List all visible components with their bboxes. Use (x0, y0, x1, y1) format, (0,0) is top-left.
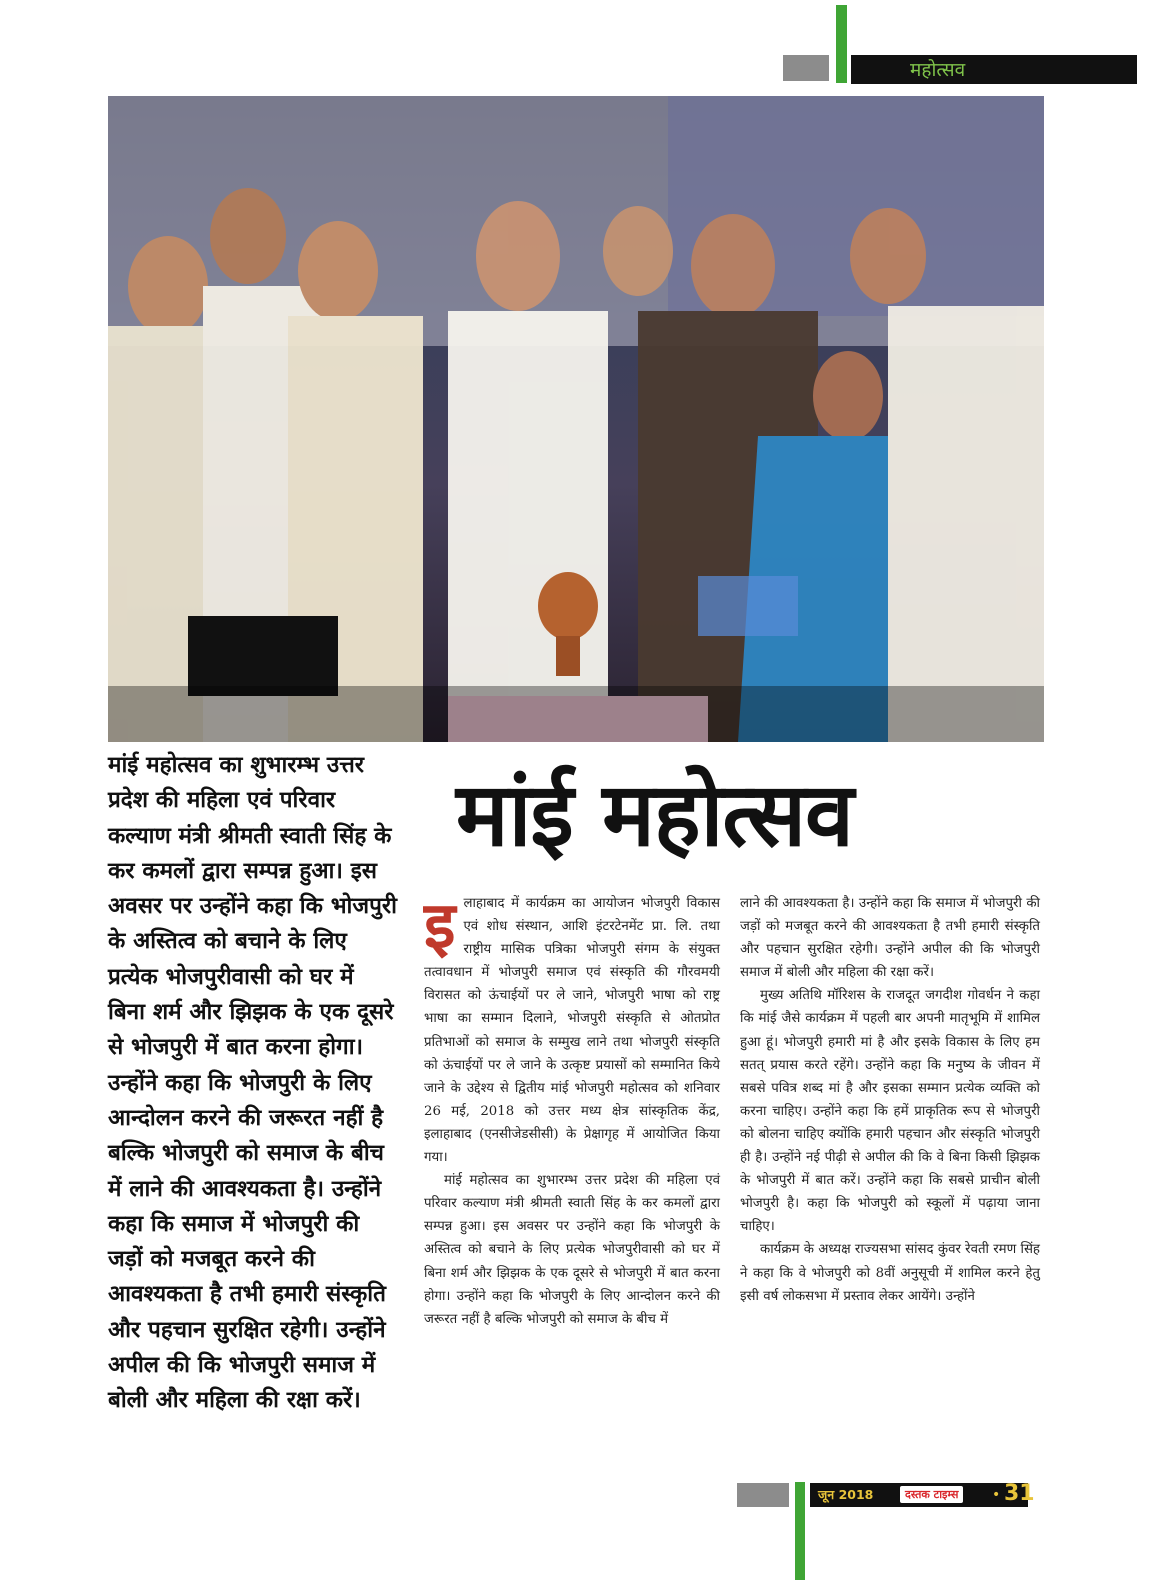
pull-quote: मांई महोत्सव का शुभारम्भ उत्तर प्रदेश की महिला एवं परिवार कल्याण मंत्री श्रीमती स्वाती सिंह के कर कमलों द्वारा सम्पन्न हुआ। इस अवसर पर उन्होंने कहा कि भोजपुरी के अस्तित्व को बचाने के लिए प्रत्येक भोजपुरीवासी को घर में बिना शर्म और झिझक के एक दूसरे से भोजपुरी में बात करना होगा। उन्होंने कहा कि भोजपुरी के लिए आन्दोलन करने की जरूरत नहीं है बल्कि भोजपुरी को समाज के बीच में लाने की आवश्यकता है। उन्होंने कहा कि समाज में भोजपुरी की जड़ों को मजबूत करने की आवश्यकता है तभी हमारी संस्कृति और पहचान सुरक्षित रहेगी। उन्होंने अपील की कि भोजपुरी समाज में बोली और महिला की रक्षा करें। (108, 752, 397, 1414)
article-paragraph-text: लाहाबाद में कार्यक्रम का आयोजन भोजपुरी विकास एवं शोध संस्थान, आशि इंटरटेनमेंट प्रा. लि. तथा राष्ट्रीय मासिक पत्रिका भोजपुरी संगम के संयुक्त तत्वावधान में भोजपुरी समाज एवं संस्कृति की गौरवमयी विरासत को ऊंचाईयों पर ले जाने, भोजपुरी भाषा को राष्ट्र भाषा का सम्मान दिलाने, भोजपुरी संस्कृति से ओतप्रोत प्रतिभाओं को समाज के सम्मुख लाने तथा भोजपुरी संस्कृति को ऊंचाईयों पर ले जाने के उत्कृष्ट प्रयासों को सम्मानित किये जाने के उद्देश्य से द्वितीय मांई भोजपुरी महोत्सव को शनिवार 26 मई, 2018 को उत्तर मध्य क्षेत्र सांस्कृतिक केंद्र, इलाहाबाद (एनसीजेडसीसी) के प्रेक्षागृह में आयोजित किया गया। (424, 896, 720, 1166)
article-column-1 (424, 889, 720, 1331)
article-paragraph: लाने की आवश्यकता है। उन्होंने कहा कि समाज में भोजपुरी की जड़ों को मजबूत करने की आवश्यकता है तभी हमारी संस्कृति और पहचान सुरक्षित रहेगी। उन्होंने अपील की कि भोजपुरी समाज में बोली और महिला की रक्षा करें। (740, 896, 1040, 981)
footer-accent-bar (795, 1482, 805, 1580)
article-column-2 (740, 892, 1040, 1308)
headline: मांई महोत्सव (456, 763, 853, 866)
article-paragraph: कार्यक्रम के अध्यक्ष राज्यसभा सांसद कुंवर रेवती रमण सिंह ने कहा कि वे भोजपुरी को 8वीं अनुसूची में शामिल करने हेतु इसी वर्ष लोकसभा में प्रस्ताव लेकर आयेंगे। उन्होंने (740, 1242, 1040, 1304)
footer-date: जून 2018 (818, 1487, 874, 1502)
footer-grey-block (737, 1483, 789, 1507)
section-tab (851, 55, 1137, 84)
event-photo-illustration (108, 96, 1044, 742)
event-photo (108, 96, 1044, 742)
header-grey-block (783, 55, 829, 81)
article-paragraph: मांई महोत्सव का शुभारम्भ उत्तर प्रदेश की महिला एवं परिवार कल्याण मंत्री श्रीमती स्वाती सिंह के कर कमलों द्वारा सम्पन्न हुआ। इस अवसर पर उन्होंने कहा कि भोजपुरी के अस्तित्व को बचाने के लिए प्रत्येक भोजपुरीवासी को घर में बिना शर्म और झिझक के एक दूसरे से भोजपुरी में बात करना होगा। उन्होंने कहा कि भोजपुरी के लिए आन्दोलन करने की जरूरत नहीं है बल्कि भोजपुरी को समाज के बीच में (424, 1173, 720, 1327)
article-paragraph: मुख्य अतिथि मॉरिशस के राजदूत जगदीश गोवर्धन ने कहा कि मांई जैसे कार्यक्रम में पहली बार अपनी मातृभूमि में शामिल हुआ हूं। भोजपुरी हमारी मां है और इसके विकास के लिए हम सतत् प्रयास करते रहेंगे। उन्होंने कहा कि मनुष्य के जीवन में सबसे पवित्र शब्द मां है और इसका सम्मान प्रत्येक व्यक्ति को करना चाहिए। उन्होंने कहा कि हमें प्राकृतिक रूप से भोजपुरी को बोलना चाहिए क्योंकि हमारी पहचान और संस्कृति भोजपुरी ही है। उन्होंने नई पीढ़ी से अपील की कि वे बिना किसी झिझक के भोजपुरी में बात करें। उन्होंने कहा कि सबसे प्राचीन बोली भोजपुरी है। कहा कि भोजपुरी को स्कूलों में पढ़ाया जाना चाहिए। (740, 988, 1040, 1235)
footer-brand-logo: दस्तक टाइम्स (900, 1486, 963, 1503)
footer-separator: • (992, 1487, 1001, 1503)
page-number: 31 (1004, 1481, 1035, 1506)
article-paragraph (424, 889, 720, 1169)
header-accent-bar (836, 5, 847, 83)
section-label: महोत्सव (910, 59, 966, 81)
dropcap: इ (424, 889, 456, 963)
